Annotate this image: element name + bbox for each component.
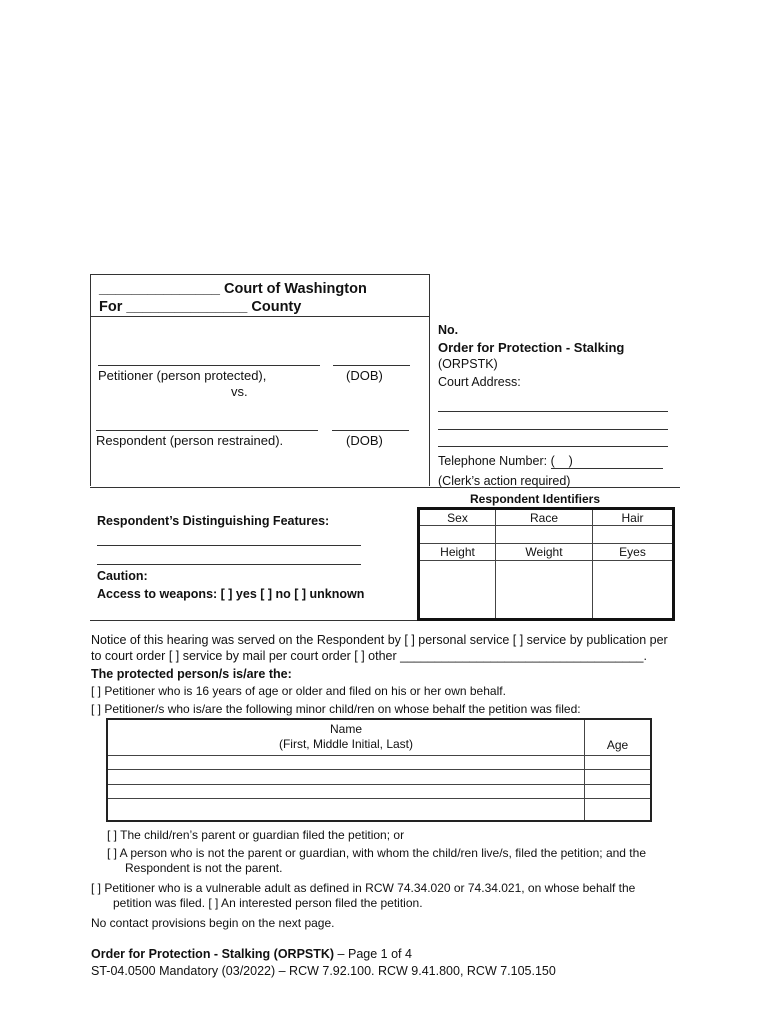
court-title-line: [99, 281, 367, 297]
id-header-eyes: Eyes: [593, 544, 674, 561]
address-line-1[interactable]: [438, 411, 668, 412]
county-label: County: [251, 299, 302, 315]
table-row: [107, 770, 651, 785]
order-title: Order for Protection - Stalking: [438, 340, 625, 355]
distinguishing-features-heading: Respondent’s Distinguishing Features:: [97, 514, 330, 528]
id-cell-eyes[interactable]: [593, 561, 674, 620]
petitioner-dob-label: (DOB): [346, 368, 383, 383]
vulnerable-adult-option-cont[interactable]: petition was filed. [ ] An interested person filed the petition.: [113, 896, 423, 910]
features-line-2[interactable]: [97, 564, 361, 565]
id-header-sex: Sex: [419, 509, 496, 526]
notice-line-1[interactable]: Notice of this hearing was served on the Respondent by [ ] personal service [ ] service by publication per: [91, 633, 668, 647]
footer-page-number: – Page 1 of 4: [334, 947, 412, 961]
caption-bottom-rule: [90, 487, 680, 488]
table-row: [107, 784, 651, 799]
id-cell-race[interactable]: [496, 526, 593, 544]
footer-form-title: Order for Protection - Stalking (ORPSTK): [91, 947, 335, 961]
clerk-action-note: (Clerk’s action required): [438, 474, 571, 488]
telephone-label: Telephone Number:: [438, 454, 548, 468]
petitioner-dob-line[interactable]: [333, 365, 410, 366]
child-age-cell[interactable]: [585, 799, 652, 821]
table-row: [107, 799, 651, 821]
county-line: [99, 299, 301, 315]
no-contact-note: No contact provisions begin on the next page.: [91, 916, 335, 930]
weapons-access[interactable]: Access to weapons: [ ] yes [ ] no [ ] unknown: [97, 587, 365, 601]
court-name-blank[interactable]: _______________: [99, 281, 220, 297]
caution-label: Caution:: [97, 569, 148, 583]
petitioner-name-line[interactable]: [98, 365, 320, 366]
children-table: [106, 718, 652, 822]
footer-form-code: ST-04.0500 Mandatory (03/2022) – RCW 7.92.100. RCW 9.41.800, RCW 7.105.150: [91, 964, 556, 978]
features-bottom-rule: [90, 620, 417, 621]
name-header-label: Name: [329, 722, 362, 737]
children-age-header: Age: [585, 719, 652, 755]
respondent-dob-line[interactable]: [332, 430, 409, 431]
child-option-non-parent[interactable]: [ ] A person who is not the parent or guardian, with whom the child/ren live/s, filed the petition; and the: [107, 846, 646, 860]
identifiers-heading: Respondent Identifiers: [470, 492, 601, 506]
petitioner-label: Petitioner (person protected),: [98, 368, 267, 383]
id-header-hair: Hair: [593, 509, 674, 526]
address-line-2[interactable]: [438, 429, 668, 430]
telephone-row: [438, 454, 663, 469]
footer-title: [91, 947, 412, 961]
respondent-name-line[interactable]: [96, 430, 318, 431]
child-age-cell[interactable]: [585, 755, 652, 770]
respondent-identifiers-table: [417, 507, 675, 621]
id-header-height: Height: [419, 544, 496, 561]
child-option-non-parent-cont: Respondent is not the parent.: [125, 861, 283, 875]
child-name-cell[interactable]: [107, 784, 585, 799]
child-name-cell[interactable]: [107, 755, 585, 770]
child-age-cell[interactable]: [585, 784, 652, 799]
case-number-label: No.: [438, 323, 459, 337]
id-header-race: Race: [496, 509, 593, 526]
children-name-header: [107, 719, 585, 755]
vulnerable-adult-option[interactable]: [ ] Petitioner who is a vulnerable adult as defined in RCW 74.34.020 or 74.34.021, on whose behalf the: [91, 881, 636, 895]
notice-line-2[interactable]: to court order [ ] service by mail per court order [ ] other ___________________________________.: [91, 649, 647, 663]
protected-heading: The protected person/s is/are the:: [91, 667, 292, 681]
name-header-sub: (First, Middle Initial, Last): [278, 737, 414, 752]
protected-option-minors[interactable]: [ ] Petitioner/s who is/are the following minor child/ren on whose behalf the petition was filed:: [91, 702, 581, 716]
telephone-field[interactable]: ( ): [551, 454, 663, 469]
caption-divider: [90, 316, 430, 317]
child-age-cell[interactable]: [585, 770, 652, 785]
id-cell-hair[interactable]: [593, 526, 674, 544]
for-label: For: [99, 299, 123, 315]
id-header-weight: Weight: [496, 544, 593, 561]
id-cell-weight[interactable]: [496, 561, 593, 620]
table-row: [107, 755, 651, 770]
child-name-cell[interactable]: [107, 770, 585, 785]
child-name-cell[interactable]: [107, 799, 585, 821]
court-title: Court of Washington: [224, 281, 367, 297]
address-line-3[interactable]: [438, 446, 668, 447]
order-code: (ORPSTK): [438, 357, 498, 371]
versus-label: vs.: [231, 384, 248, 399]
id-cell-height[interactable]: [419, 561, 496, 620]
protected-option-petitioner[interactable]: [ ] Petitioner who is 16 years of age or older and filed on his or her own behalf.: [91, 684, 506, 698]
respondent-dob-label: (DOB): [346, 433, 383, 448]
id-cell-sex[interactable]: [419, 526, 496, 544]
features-line-1[interactable]: [97, 545, 361, 546]
county-blank[interactable]: _______________: [126, 299, 248, 315]
respondent-label: Respondent (person restrained).: [96, 433, 284, 448]
child-option-parent[interactable]: [ ] The child/ren’s parent or guardian filed the petition; or: [107, 828, 405, 842]
court-address-label: Court Address:: [438, 375, 521, 389]
